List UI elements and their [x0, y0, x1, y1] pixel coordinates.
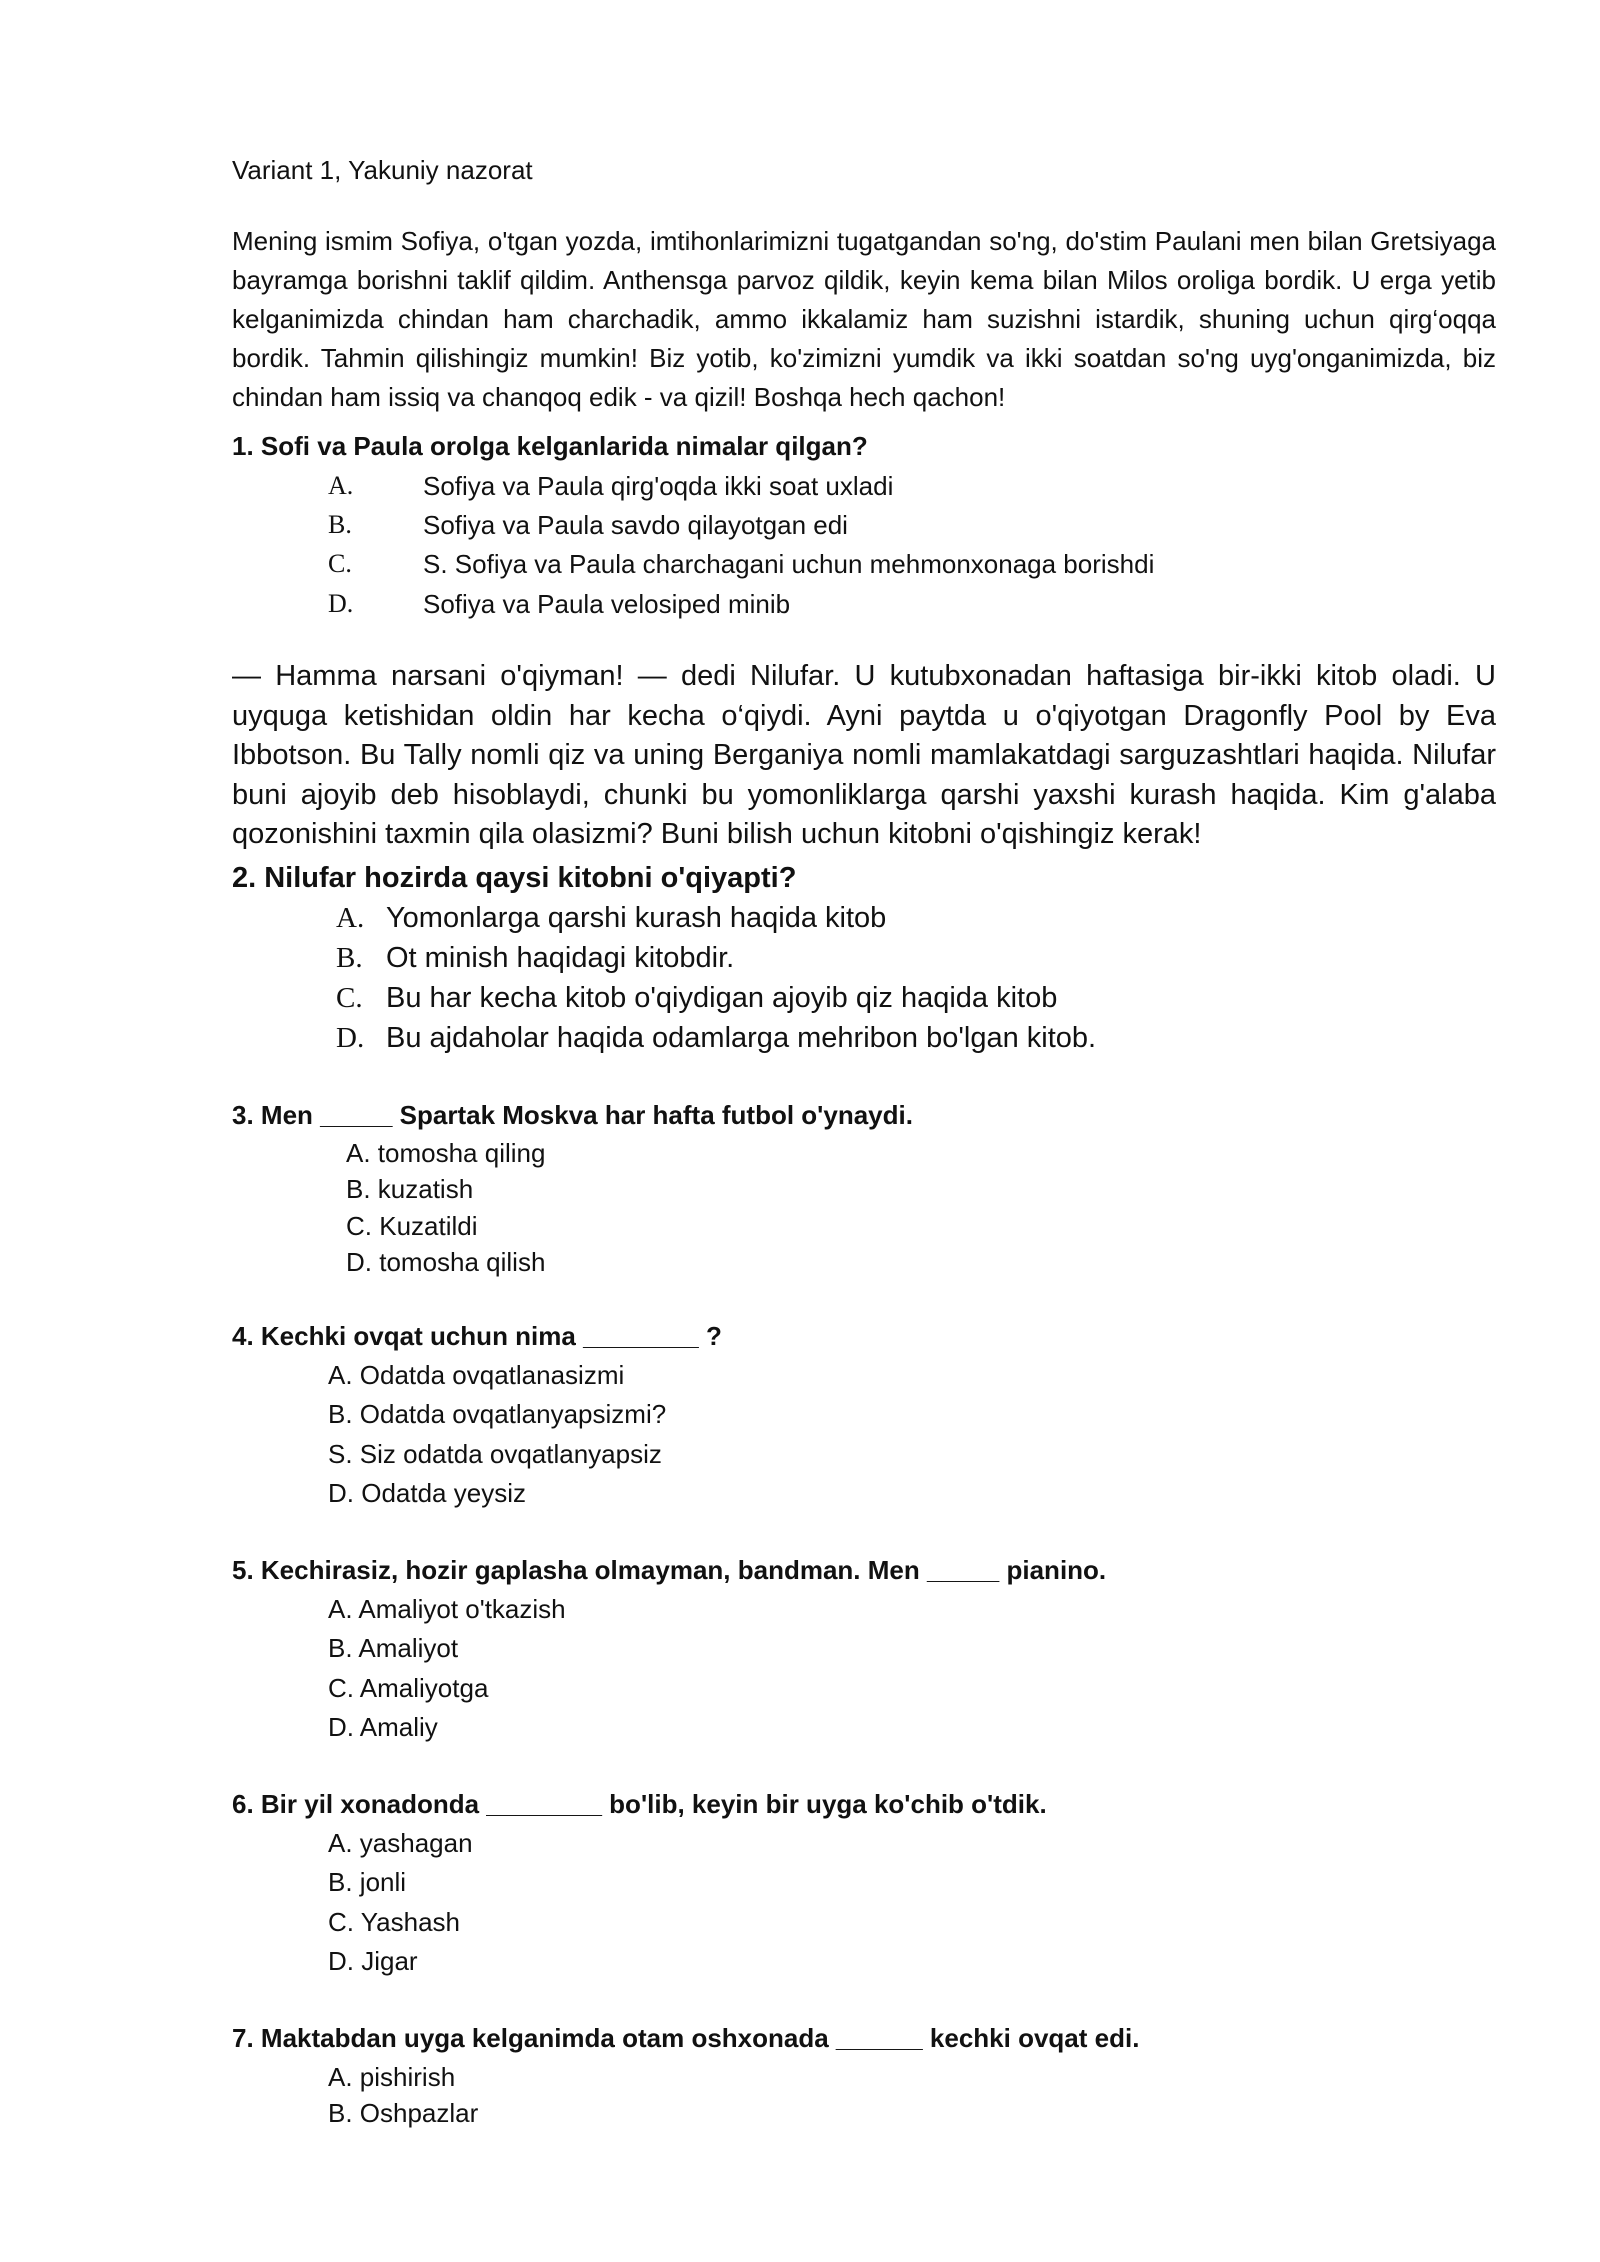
q1-option-d-letter: D. — [328, 589, 354, 618]
q5-option-c: C. Amaliyotga — [328, 1673, 489, 1703]
q3-option-c: C. Kuzatildi — [346, 1211, 478, 1241]
q2-option-d-text: Bu ajdaholar haqida odamlarga mehribon bo'lgan kitob. — [386, 1022, 1097, 1054]
q5-option-d: D. Amaliy — [328, 1712, 438, 1742]
question-3: 3. Men _____ Spartak Moskva har hafta futbol o'ynaydi. — [232, 1100, 913, 1130]
q4-option-b: B. Odatda ovqatlanyapsizmi? — [328, 1399, 667, 1429]
q1-option-a-text: Sofiya va Paula qirg'oqda ikki soat uxladi — [423, 471, 894, 501]
reading-passage-2: — Hamma narsani o'qiyman! — dedi Nilufar. U kutubxonadan haftasiga bir-ikki kitob oladi. U uyquga ketishidan oldin har kecha o‘qiydi. Ayni paytda u o'qiyotgan Dragonfly Pool by Eva Ibbotson. Bu Tally nomli qiz va uning Berganiya nomli mamlakatdagi sarguzashtlari haqida. Nilufar buni ajoyib deb hisoblaydi, chunki bu yomonliklarga qarshi yaxshi kurash haqida. Kim g'alaba qozonishini taxmin qila olasizmi? Buni bilish uchun kitobni o'qishingiz kerak! — [232, 660, 1496, 850]
q6-option-b: B. jonli — [328, 1867, 407, 1897]
question-2: 2. Nilufar hozirda qaysi kitobni o'qiyapti? — [232, 862, 797, 894]
q1-option-d-text: Sofiya va Paula velosiped minib — [423, 589, 791, 619]
q1-option-a-letter: A. — [328, 471, 354, 500]
question-6: 6. Bir yil xonadonda ________ bo'lib, keyin bir uyga ko'chib o'tdik. — [232, 1789, 1047, 1819]
q7-option-b: B. Oshpazlar — [328, 2098, 479, 2128]
q6-option-c: C. Yashash — [328, 1907, 461, 1937]
q4-option-c: S. Siz odatda ovqatlanyapsiz — [328, 1439, 662, 1469]
question-5: 5. Kechirasiz, hozir gaplasha olmayman, bandman. Men _____ pianino. — [232, 1555, 1107, 1585]
q2-option-c-letter: C. — [336, 982, 363, 1014]
q2-option-b-text: Ot minish haqidagi kitobdir. — [386, 942, 735, 974]
question-7: 7. Maktabdan uyga kelganimda otam oshxonada ______ kechki ovqat edi. — [232, 2023, 1140, 2053]
q2-option-d-letter: D. — [336, 1022, 365, 1054]
q6-option-d: D. Jigar — [328, 1946, 418, 1976]
q1-option-c-letter: C. — [328, 549, 352, 578]
q4-option-a: A. Odatda ovqatlanasizmi — [328, 1360, 625, 1390]
document-title: Variant 1, Yakuniy nazorat — [232, 155, 533, 185]
q2-option-a-letter: A. — [336, 902, 365, 934]
q6-option-a: A. yashagan — [328, 1828, 473, 1858]
question-1: 1. Sofi va Paula orolga kelganlarida nimalar qilgan? — [232, 431, 868, 461]
q5-option-a: A. Amaliyot o'tkazish — [328, 1594, 566, 1624]
q3-option-a: A. tomosha qiling — [346, 1138, 546, 1168]
q2-option-b-letter: B. — [336, 942, 363, 974]
q3-option-b: B. kuzatish — [346, 1174, 474, 1204]
q2-option-a-text: Yomonlarga qarshi kurash haqida kitob — [386, 902, 887, 934]
q3-option-d: D. tomosha qilish — [346, 1247, 546, 1277]
reading-passage-1: Mening ismim Sofiya, o'tgan yozda, imtihonlarimizni tugatgandan so'ng, do'stim Paulani men bilan Gretsiyaga bayramga borishni taklif qildim. Anthensga parvoz qildik, keyin kema bilan Milos oroliga bordik. U erga yetib kelganimizda chindan ham charchadik, ammo ikkalamiz ham suzishni istardik, shuning uchun qirg‘oqqa bordik. Tahmin qilishingiz mumkin! Biz yotib, ko'zimizni yumdik va ikki soatdan so'ng uyg'onganimizda, biz chindan ham issiq va chanqoq edik - va qizil! Boshqa hech qachon! — [232, 226, 1496, 412]
q5-option-b: B. Amaliyot — [328, 1633, 459, 1663]
q1-option-b-text: Sofiya va Paula savdo qilayotgan edi — [423, 510, 848, 540]
q4-option-d: D. Odatda yeysiz — [328, 1478, 526, 1508]
q2-option-c-text: Bu har kecha kitob o'qiydigan ajoyib qiz haqida kitob — [386, 982, 1058, 1014]
q1-option-b-letter: B. — [328, 510, 352, 539]
q7-option-a: A. pishirish — [328, 2062, 456, 2092]
question-4: 4. Kechki ovqat uchun nima ________ ? — [232, 1321, 722, 1351]
q1-option-c-text: S. Sofiya va Paula charchagani uchun mehmonxonaga borishdi — [423, 549, 1155, 579]
